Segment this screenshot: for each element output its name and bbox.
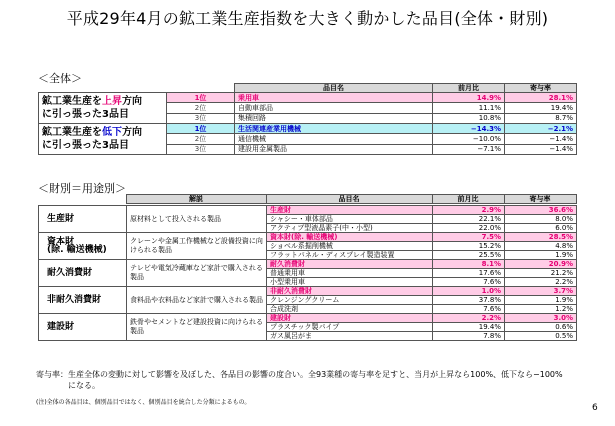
rank: 3位 <box>167 113 235 123</box>
item-name: 建設用金属製品 <box>235 144 433 154</box>
mom-value: −7.1% <box>433 144 505 154</box>
rank: 2位 <box>167 103 235 113</box>
contrib-value: 1.9% <box>505 251 577 260</box>
mom-value: 25.5% <box>433 251 505 260</box>
item-name: 乗用車 <box>235 93 433 103</box>
footnote: (注)全体の各品目は、個別品目ではなく、個別品目を統合した分類によるもの。 <box>36 399 251 406</box>
contrib-value: 21.2% <box>505 269 577 278</box>
header-mom: 前月比 <box>433 84 505 93</box>
mom-value: 17.6% <box>433 269 505 278</box>
item-name: 生活関連産業用機械 <box>235 124 433 134</box>
item-name: 普通乗用車 <box>267 269 433 278</box>
contrib-value: −2.1% <box>505 124 577 134</box>
category-description: 食料品や衣料品など家計で購入される製品 <box>127 287 267 314</box>
item-name: 建設財 <box>267 314 433 323</box>
item-name: 集積回路 <box>235 113 433 123</box>
header-item: 品目名 <box>235 84 433 93</box>
rank: 1位 <box>167 124 235 134</box>
mom-value: 37.8% <box>433 296 505 305</box>
item-name: 耐久消費財 <box>267 260 433 269</box>
contrib-value: 6.0% <box>505 224 577 233</box>
item-name: アクティブ型液晶素子(中・小型) <box>267 224 433 233</box>
contrib-value: 1.2% <box>505 305 577 314</box>
contrib-value: 20.9% <box>505 260 577 269</box>
category-description: 原材料として投入される製品 <box>127 206 267 233</box>
category-description: 鉄骨やセメントなど建設投資に向けられる製品 <box>127 314 267 341</box>
item-name: 自動車部品 <box>235 103 433 113</box>
table-row <box>39 206 577 215</box>
item-name: 通信機械 <box>235 134 433 144</box>
mom-value: −10.0% <box>433 134 505 144</box>
mom-value: 14.9% <box>433 93 505 103</box>
mom-value: 2.9% <box>433 206 505 215</box>
section-overall-heading: ＜全体＞ <box>38 72 82 85</box>
table-row <box>39 287 577 296</box>
category-name: 資本財 (除. 輸送機械) <box>39 233 127 260</box>
table-row <box>39 124 577 134</box>
mom-value: 22.1% <box>433 215 505 224</box>
category-name: 非耐久消費財 <box>39 287 127 314</box>
contrib-value: 8.7% <box>505 113 577 123</box>
item-name: シャシー・車体部品 <box>267 215 433 224</box>
mom-value: 7.8% <box>433 332 505 341</box>
mom-value: 7.6% <box>433 278 505 287</box>
overall-table <box>38 83 577 155</box>
category-name: 生産財 <box>39 206 127 233</box>
mom-value: 10.8% <box>433 113 505 123</box>
section-by-use-heading: ＜財別＝用途別＞ <box>38 182 126 195</box>
mom-value: 1.0% <box>433 287 505 296</box>
mom-value: 2.2% <box>433 314 505 323</box>
item-name: 非耐久消費財 <box>267 287 433 296</box>
category-description: クレーンや金属工作機械など設備投資に向けられる製品 <box>127 233 267 260</box>
contrib-value: −1.4% <box>505 144 577 154</box>
contribution-note: 寄与率：生産全体の変動に対して影響を及ぼした、各品目の影響の度合い。全93業種の寄与率を足すと、当月が上昇なら100%、低下なら−100% になる。 <box>36 370 563 390</box>
page-title: 平成29年4月の鉱工業生産指数を大きく動かした品目(全体・財別) <box>66 9 549 28</box>
contrib-value: 8.0% <box>505 215 577 224</box>
contrib-value: 28.1% <box>505 93 577 103</box>
mom-value: 15.2% <box>433 242 505 251</box>
category-description: テレビや電気冷蔵庫など家計で購入される製品 <box>127 260 267 287</box>
contrib-value: 0.6% <box>505 323 577 332</box>
contrib-value: 3.7% <box>505 287 577 296</box>
contrib-value: 19.4% <box>505 103 577 113</box>
item-name: 資本財(除. 輸送機械) <box>267 233 433 242</box>
mom-value: 7.5% <box>433 233 505 242</box>
item-name: 合成洗剤 <box>267 305 433 314</box>
down-group-label: 鉱工業生産を低下方向 に引っ張った3品目 <box>39 124 167 155</box>
rank: 1位 <box>167 93 235 103</box>
rank: 2位 <box>167 134 235 144</box>
item-name: 小型乗用車 <box>267 278 433 287</box>
contrib-value: 0.5% <box>505 332 577 341</box>
item-name: クレンジングクリーム <box>267 296 433 305</box>
item-name: ショベル系掘削機械 <box>267 242 433 251</box>
contrib-value: −1.4% <box>505 134 577 144</box>
up-group-label: 鉱工業生産を上昇方向 に引っ張った3品目 <box>39 93 167 124</box>
rank: 3位 <box>167 144 235 154</box>
mom-value: 7.6% <box>433 305 505 314</box>
mom-value: 19.4% <box>433 323 505 332</box>
mom-value: 11.1% <box>433 103 505 113</box>
contrib-value: 4.8% <box>505 242 577 251</box>
item-name: フラットパネル・ディスプレイ製造装置 <box>267 251 433 260</box>
category-name: 建設財 <box>39 314 127 341</box>
by-use-groups <box>38 205 577 341</box>
contrib-value: 1.9% <box>505 296 577 305</box>
contrib-value: 28.5% <box>505 233 577 242</box>
table-row <box>39 314 577 323</box>
page-number: 6 <box>592 403 598 413</box>
item-name: 生産財 <box>267 206 433 215</box>
by-use-table <box>38 194 577 204</box>
mom-value: −14.3% <box>433 124 505 134</box>
table-row <box>39 260 577 269</box>
header-contrib: 寄与率 <box>505 84 577 93</box>
contrib-value: 36.6% <box>505 206 577 215</box>
table-row <box>39 93 577 103</box>
header-item: 品目名 <box>266 195 432 204</box>
header-desc: 解説 <box>126 195 266 204</box>
header-contrib: 寄与率 <box>504 195 576 204</box>
contrib-value: 3.0% <box>505 314 577 323</box>
contrib-value: 2.2% <box>505 278 577 287</box>
header-mom: 前月比 <box>432 195 504 204</box>
category-name: 耐久消費財 <box>39 260 127 287</box>
item-name: プラスチック製パイプ <box>267 323 433 332</box>
mom-value: 8.1% <box>433 260 505 269</box>
item-name: ガス風呂がま <box>267 332 433 341</box>
table-row <box>39 233 577 242</box>
mom-value: 22.0% <box>433 224 505 233</box>
